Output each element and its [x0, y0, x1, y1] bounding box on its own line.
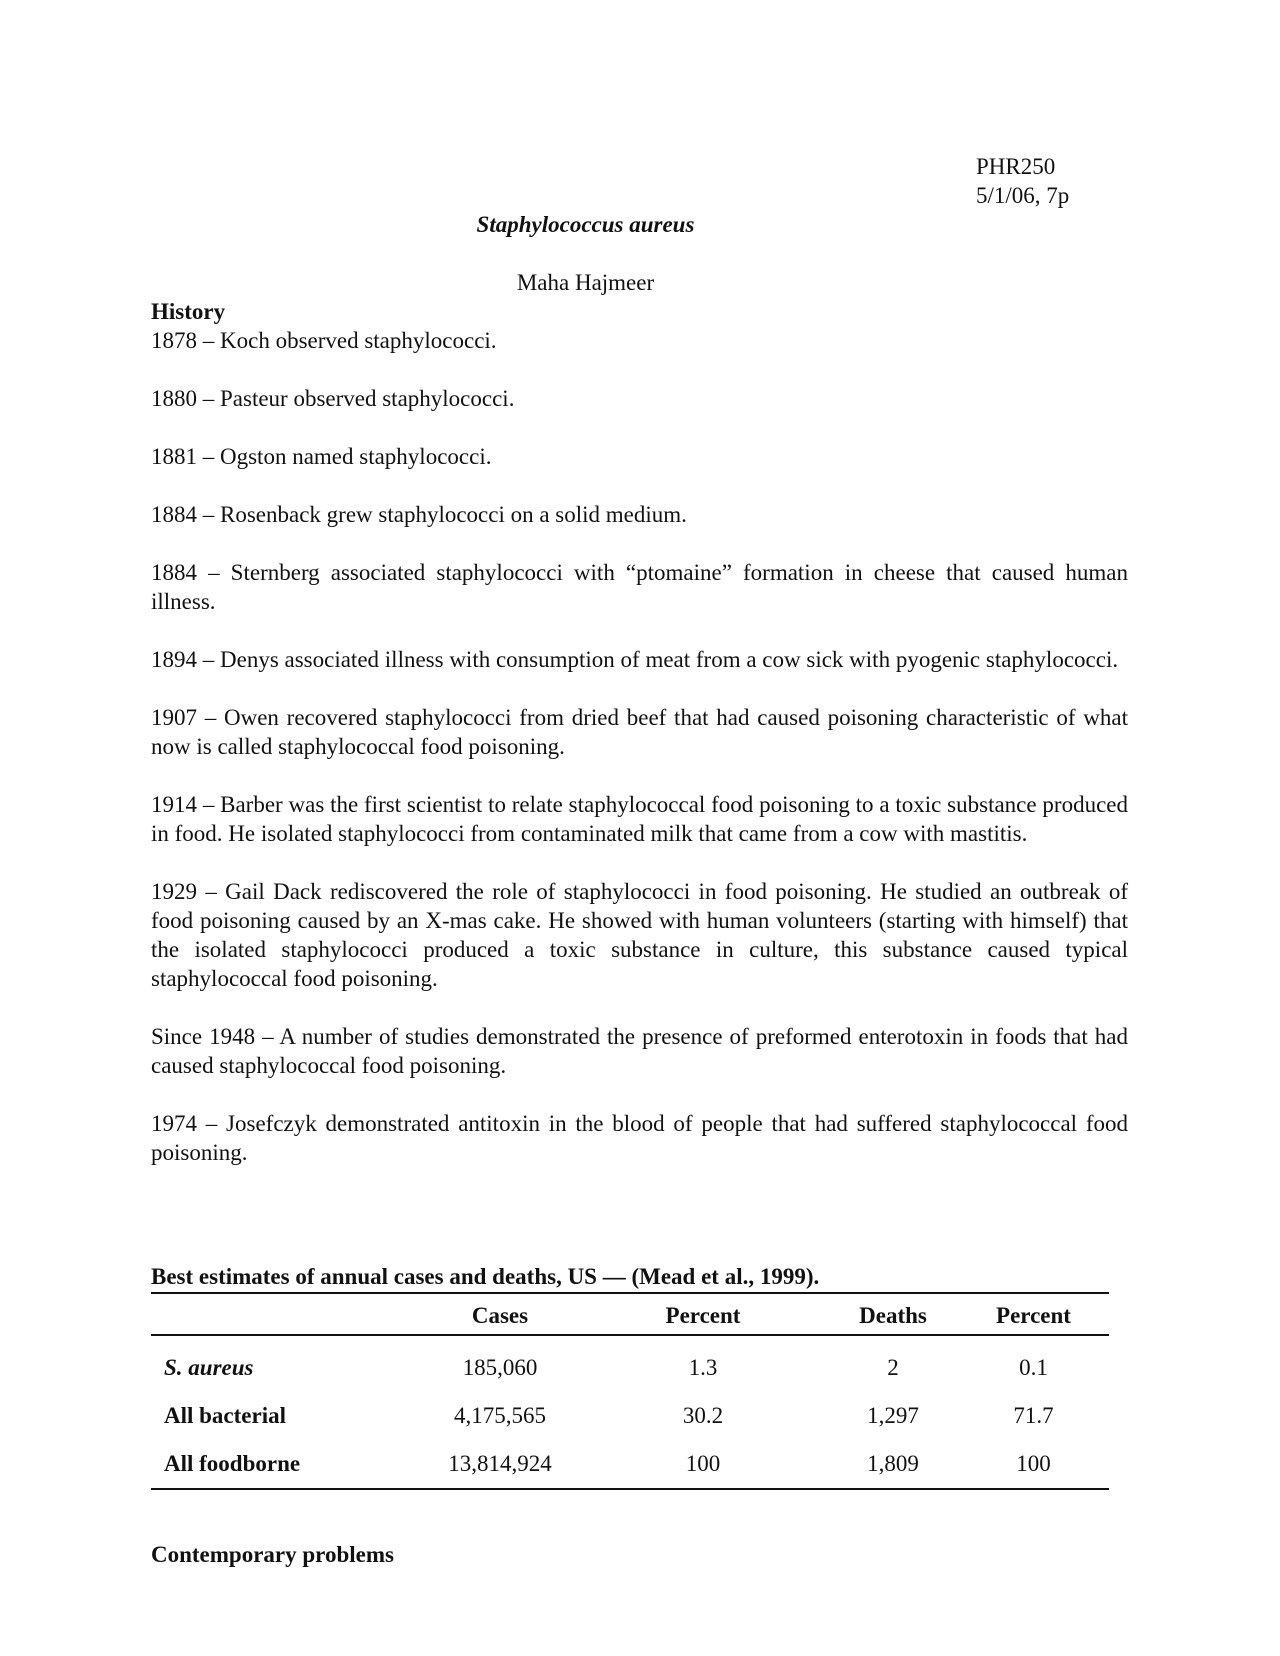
history-entry-1948-enterotoxin: Since 1948 – A number of studies demonstrated the presence of preformed enterotoxin in foods that had caused staphylococcal food poisoning. — [151, 1024, 1128, 1078]
table-row — [151, 1440, 1109, 1489]
column-header-deaths: Deaths — [828, 1298, 958, 1335]
document-title: Staphylococcus aureus — [476, 212, 695, 237]
history-entry-1974-josefczyk: 1974 – Josefczyk demonstrated antitoxin in the blood of people that had suffered staphylococcal food poisoning. — [151, 1111, 1128, 1165]
table-caption: Best estimates of annual cases and deaths, US — (Mead et al., 1999). — [151, 1262, 1109, 1294]
cases-percent-cell: 30.2 — [682, 1403, 724, 1428]
history-entry-1907-owen: 1907 – Owen recovered staphylococci from dried beef that had caused poisoning characteristic of what now is called staphylococcal food poisoning. — [151, 705, 1128, 759]
cases-cell: 185,060 — [462, 1355, 538, 1380]
cases-percent-cell: 100 — [578, 1440, 828, 1489]
course-info — [976, 152, 1069, 210]
row-label: S. aureus — [164, 1355, 254, 1380]
column-header-label — [151, 1298, 422, 1335]
column-header-cases-percent: Percent — [578, 1298, 828, 1335]
history-entry-1929-dack: 1929 – Gail Dack rediscovered the role of staphylococci in food poisoning. He studied an outbreak of food poisoning caused by an X-mas cake. He showed with human volunteers (starting with himself) that the isolated staphylococci produced a toxic substance in culture, this substance caused typical staphylococcal food poisoning. — [151, 879, 1128, 991]
history-entries — [151, 326, 1128, 1196]
history-entry-1894-denys: 1894 – Denys associated illness with consumption of meat from a cow sick with pyogenic staphylococci. — [151, 647, 1119, 672]
row-label: All bacterial — [164, 1403, 286, 1428]
deaths-percent-cell: 0.1 — [1019, 1355, 1048, 1380]
lecture-date: 5/1/06, 7p — [976, 183, 1070, 208]
course-code: PHR250 — [976, 154, 1056, 179]
document-author: Maha Hajmeer — [516, 270, 655, 295]
history-entry-1880-pasteur: 1880 – Pasteur observed staphylococci. — [151, 386, 515, 411]
deaths-percent-cell: 71.7 — [1013, 1403, 1054, 1428]
deaths-cell: 1,809 — [828, 1440, 958, 1489]
table-row — [151, 1335, 1109, 1392]
history-entry-1914-barber: 1914 – Barber was the first scientist to relate staphylococcal food poisoning to a toxic substance produced in food. He isolated staphylococci from contaminated milk that came from a cow with mastitis. — [151, 792, 1128, 846]
row-label: All foodborne — [151, 1440, 422, 1489]
history-entry-1881-ogston: 1881 – Ogston named staphylococci. — [151, 444, 492, 469]
table-header-row — [151, 1298, 1109, 1335]
estimates-table — [151, 1298, 1109, 1490]
history-heading: History — [151, 299, 226, 324]
history-entry-1884-rosenback: 1884 – Rosenback grew staphylococci on a solid medium. — [151, 502, 687, 527]
deaths-cell: 2 — [887, 1355, 899, 1380]
cases-cell: 13,814,924 — [422, 1440, 578, 1489]
cases-percent-cell: 1.3 — [688, 1355, 718, 1380]
table-row — [151, 1392, 1109, 1440]
deaths-percent-cell: 100 — [958, 1440, 1109, 1489]
cases-cell: 4,175,565 — [454, 1403, 546, 1428]
column-header-deaths-percent: Percent — [958, 1298, 1109, 1335]
deaths-cell: 1,297 — [867, 1403, 919, 1428]
history-entry-1878-koch: 1878 – Koch observed staphylococci. — [151, 328, 497, 353]
column-header-cases: Cases — [422, 1298, 578, 1335]
contemporary-problems-heading: Contemporary problems — [151, 1542, 394, 1567]
history-entry-1884-sternberg: 1884 – Sternberg associated staphylococci with “ptomaine” formation in cheese that caused human illness. — [151, 560, 1128, 614]
